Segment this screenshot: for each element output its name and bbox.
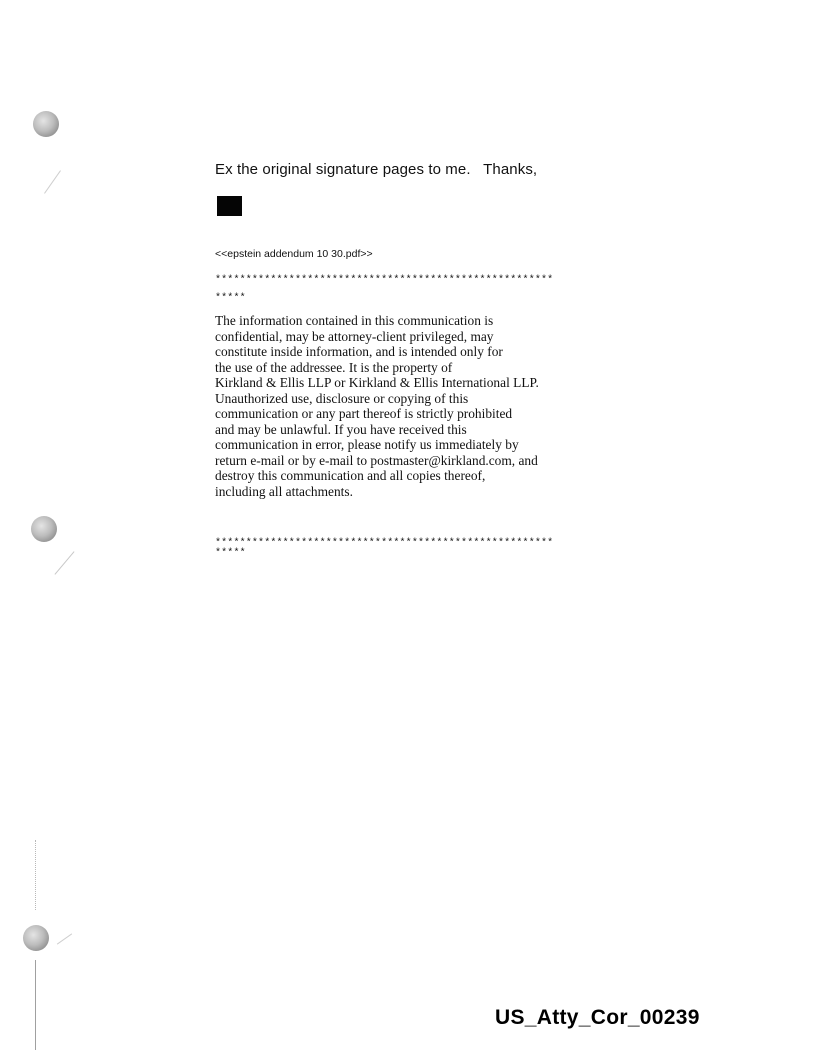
disclaimer-line: Kirkland & Ellis LLP or Kirkland & Ellis International LLP. — [215, 375, 539, 390]
disclaimer-separator-top-tail: ***** — [215, 293, 246, 304]
attachment-reference: <<epstein addendum 10 30.pdf>> — [215, 248, 373, 260]
bates-number: US_Atty_Cor_00239 — [495, 1006, 700, 1029]
punch-hole — [31, 516, 57, 542]
disclaimer-line: destroy this communication and all copies thereof, — [215, 468, 486, 483]
redaction-box — [217, 196, 242, 216]
disclaimer-line: return e-mail or by e-mail to postmaster@kirkland.com, and — [215, 452, 538, 468]
disclaimer-line: The information contained in this communication is — [215, 313, 494, 328]
disclaimer-line: confidential, may be attorney-client privileged, may — [215, 328, 494, 344]
disclaimer-separator-top: ******************************************************* — [215, 275, 554, 286]
email-body-line: Ex the original signature pages to me. Thanks, — [215, 161, 538, 178]
scan-mark — [54, 551, 74, 575]
disclaimer-line: including all attachments. — [215, 483, 353, 499]
disclaimer-line: and may be unlawful. If you have received this — [215, 421, 467, 437]
disclaimer-line: communication in error, please notify us immediately by — [215, 437, 519, 452]
disclaimer-line: the use of the addressee. It is the property of — [215, 359, 453, 375]
disclaimer-line: constitute inside information, and is intended only for — [215, 344, 503, 359]
disclaimer-separator-bottom: ******************************************************* — [215, 538, 554, 549]
scan-mark — [57, 933, 72, 944]
confidentiality-disclaimer — [215, 313, 615, 499]
disclaimer-separator-bottom-tail: ***** — [215, 548, 246, 559]
scan-mark — [44, 170, 61, 194]
punch-hole — [33, 111, 59, 137]
disclaimer-line: communication or any part thereof is strictly prohibited — [215, 406, 513, 421]
scan-edge-line — [35, 960, 36, 1050]
punch-hole — [23, 925, 49, 951]
disclaimer-line: Unauthorized use, disclosure or copying of this — [215, 390, 469, 406]
scan-edge-line — [35, 840, 36, 910]
